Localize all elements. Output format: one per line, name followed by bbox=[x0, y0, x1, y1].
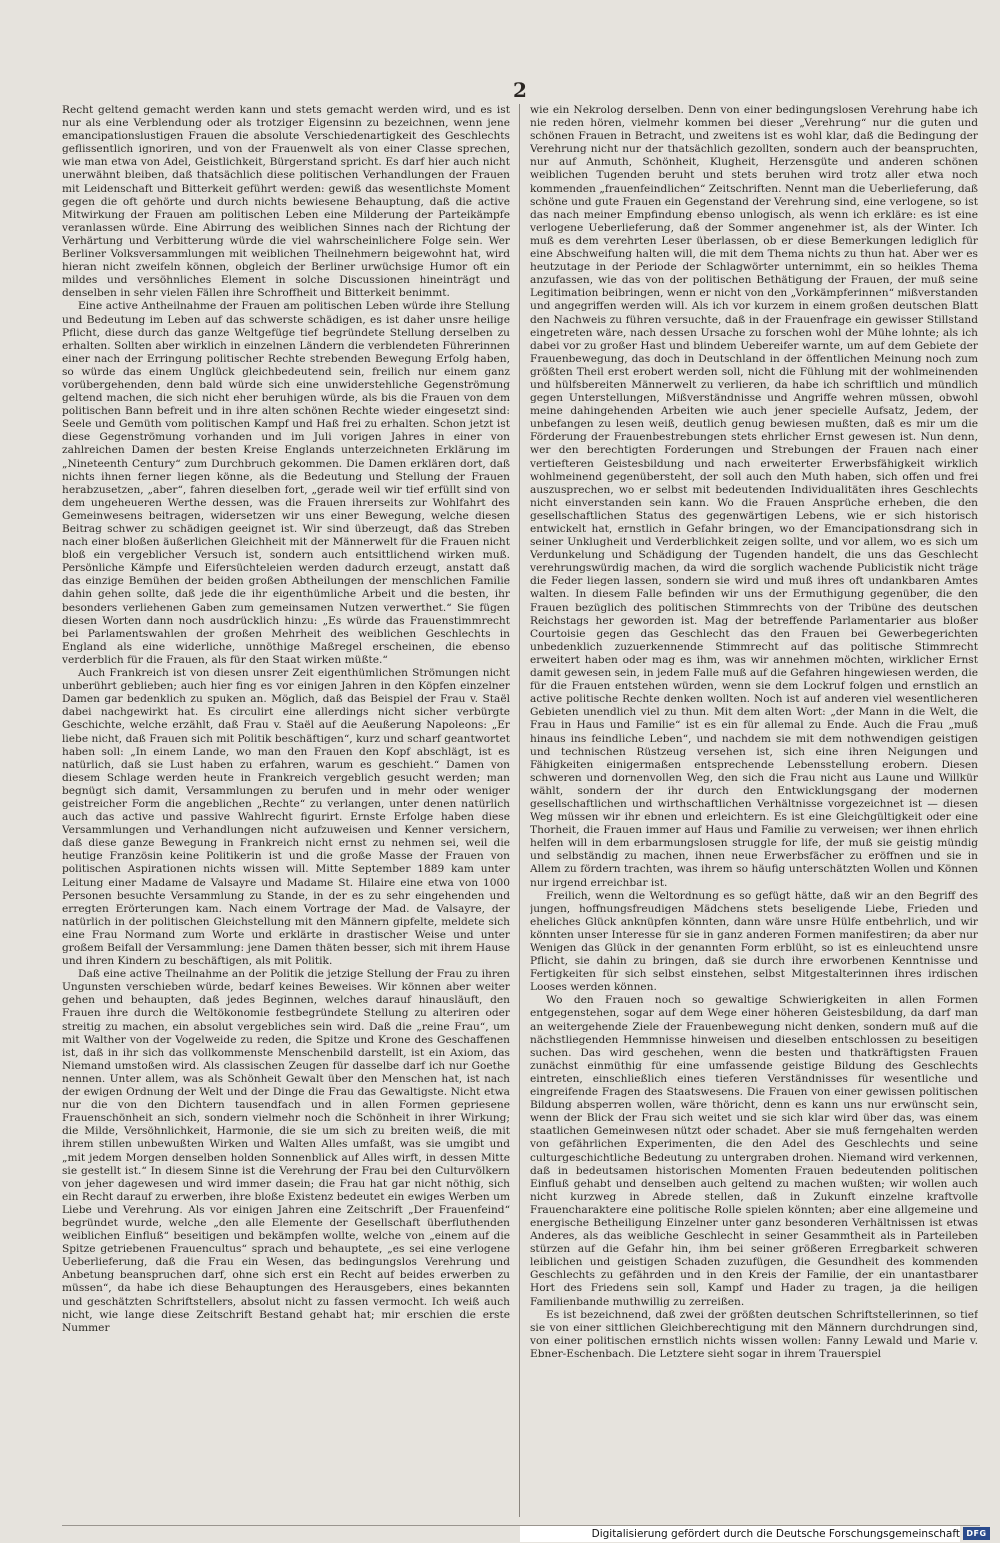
column-divider bbox=[519, 104, 520, 1517]
left-column bbox=[62, 104, 510, 1517]
left-paragraph-1: Recht geltend gemacht werden kann und stets gemacht werden wird, und es ist nur als eine Verblendung oder als trotziger Eigensinn zu bezeichnen, wenn jene emancipationslustigen Frauen die absolute Verschiedenartigkeit des Geschlechts geflissentlich ignoriren, und von der Frauenwelt als von einer Classe sprechen, wie man etwa von Adel, Geistlichkeit, Bürgerstand spricht. Es darf hier auch nicht unerwähnt bleiben, daß thatsächlich diese politischen Verhandlungen der Frauen mit Leidenschaft und Bitterkeit geführt werden: gewiß das wesentlichste Moment gegen die oft gehörte und durch nichts bewiesene Behauptung, daß die active Mitwirkung der Frauen am politischen Leben eine Milderung der Parteikämpfe veranlassen würde. Eine Abirrung des weiblichen Sinnes nach der Richtung der Verhärtung und Verbitterung würde die viel wahrscheinlichere Folge sein. Wer Berliner Volksversammlungen mit weiblichen Theilnehmern beigewohnt hat, wird hieran nicht zweifeln können, obgleich der Berliner urwüchsige Humor oft ein mildes und versöhnliches Element in solche Discussionen hineinträgt und denselben in sehr vielen Fällen ihre Schroffheit und Bitterkeit benimmt. bbox=[62, 104, 510, 300]
right-paragraph-4: Es ist bezeichnend, daß zwei der größten deutschen Schriftstellerinnen, so tief sie von einer sittlichen Gleichberechtigung mit den Männern durchdrungen sind, von einer politischen ernstlich nichts wissen wollen: Fanny Lewald und Marie v. Ebner-Eschenbach. Die Letztere sieht sogar in ihrem Trauerspiel bbox=[530, 1308, 978, 1360]
left-paragraph-2: Eine active Antheilnahme der Frauen am politischen Leben würde ihre Stellung und Bedeutung im Leben auf das schwerste schädigen, es ist daher unsre heilige Pflicht, diese durch das ganze Weltgefüge tief begründete Stellung derselben zu erhalten. Sollten aber wirklich in einzelnen Ländern die verblendeten Führerinnen einer nach der Erringung politischer Rechte strebenden Bewegung Erfolg haben, so würde das einem Unglück gleichbedeutend sein, freilich nur einem ganz vorübergehenden, denn bald würde sich eine unwiderstehliche Gegenströmung geltend machen, die sich nicht eher beruhigen würde, als bis die Frauen von dem politischen Bann befreit und in ihre alten schönen Rechte wieder eingesetzt sind: Seele und Gemüth vom politischen Kampf und Haß frei zu erhalten. Schon jetzt ist diese Gegenströmung vorhanden und im Juli vorigen Jahres in einer von zahlreichen Damen der besten Kreise Englands unterzeichneten Erklärung im „Nineteenth Century“ zum Durchbruch gekommen. Die Damen erklären dort, daß nichts ihnen ferner liegen könne, als die Bedeutung und Stellung der Frauen herabzusetzen, „aber“, fahren dieselben fort, „gerade weil wir tief erfüllt sind von dem ungeheueren Werthe dessen, was die Frauen ihrerseits zur Wohlfahrt des Gemeinwesens beitragen, widersetzen wir uns einer Bewegung, welche diesen Beitrag schwer zu schädigen geeignet ist. Wir sind überzeugt, daß das Streben nach einer bloßen äußerlichen Gleichheit mit der Männerwelt für die Frauen nicht bloß ein vergeblicher Versuch ist, sondern auch entsittlichend wirken muß. Persönliche Kämpfe und Eifersüchteleien werden dadurch erzeugt, anstatt daß das einzige Bemühen der beiden großen Abtheilungen der menschlichen Familie dahin gehen sollte, daß jede die ihr eigenthümliche Arbeit und die besten, ihr besonders verliehenen Gaben zum gemeinsamen Nutzen verwerthet.“ Sie fügen diesen Worten dann noch ausdrücklich hinzu: „Es würde das Frauenstimmrecht bei Parlamentswahlen der großen Mehrheit des weiblichen Geschlechts in England als eine widerliche, unnöthige Maßregel erscheinen, die ebenso verderblich für die Frauen, als für den Staat wirken müßte.“ bbox=[62, 300, 510, 666]
right-paragraph-3: Wo den Frauen noch so gewaltige Schwierigkeiten in allen Formen entgegenstehen, sogar auf dem Wege einer höheren Geistesbildung, da darf man an weitergehende Ziele der Frauenbewegung nicht denken, sondern muß auf die nächstliegenden Hemmnisse hinweisen und dieselben entschlossen zu beseitigen suchen. Das wird geschehen, wenn die besten und thatkräftigsten Frauen zunächst einmüthig für eine umfassende geistige Bildung des Geschlechts eintreten, einschließlich eines tieferen Verständnisses für wesentliche und eingreifende Fragen des Staatswesens. Die Frauen von einer gewissen politischen Bildung absperren wollen, wäre thöricht, denn es kann uns nur erwünscht sein, wenn der Blick der Frau sich weitet und sie sich klar wird über das, was einem staatlichen Gemeinwesen nützt oder schadet. Aber sie muß ferngehalten werden von gefährlichen Experimenten, die den Adel des Geschlechts und seine culturgeschichtliche Bedeutung zu untergraben drohen. Niemand wird verkennen, daß in bedeutsamen historischen Momenten Frauen bedeutenden politischen Einfluß gehabt und denselben auch geltend zu machen wußten; wir wollen auch nicht kurzweg in Abrede stellen, daß in Zukunft einzelne kraftvolle Frauencharaktere eine politische Rolle spielen könnten; aber eine allgemeine und energische Betheiligung Einzelner unter ganz besonderen Verhältnissen ist etwas Anderes, als das weibliche Geschlecht in seiner Gesammtheit als in Parteileben stürzen auf die Gefahr hin, ihm bei seiner größeren Erregbarkeit schweren leiblichen und geistigen Schaden zuzufügen, die Gesundheit des kommenden Geschlechts zu gefährden und in den Kreis der Familie, der ein unantastbarer Hort des Friedens sein soll, Kampf und Hader zu tragen, ja die heiligen Familienbande muthwillig zu zerreißen. bbox=[530, 994, 978, 1308]
right-paragraph-2: Freilich, wenn die Weltordnung es so gefügt hätte, daß wir an den Begriff des jungen, hoffnungsfreudigen Mädchens stets beseligende Liebe, Frieden und eheliches Glück anknüpfen könnten, dann wäre unsre Hülfe entbehrlich, und wir könnten unser Interesse für sie in ganz anderen Formen manifestiren; da aber nur Wenigen das Glück in der genannten Form erblüht, so ist es einleuchtend unsre Pflicht, sie dahin zu bringen, daß sie durch ihre erworbenen Kenntnisse und Fertigkeiten für sich selbst einstehen, selbst Mitgestalterinnen ihres irdischen Looses werden können. bbox=[530, 889, 978, 994]
page-number: 2 bbox=[513, 78, 527, 102]
right-column bbox=[530, 104, 978, 1517]
left-paragraph-4: Daß eine active Theilnahme an der Politik die jetzige Stellung der Frau zu ihren Ungunsten verschieben würde, bedarf keines Beweises. Wir können aber weiter gehen und behaupten, daß jedes Beginnen, welches darauf hinausläuft, den Frauen ihre durch die Weltökonomie festbegründete Stellung zu alteriren oder streitig zu machen, ein absolut vergebliches sein wird. Daß die „reine Frau“, um mit Walther von der Vogelweide zu reden, die Spitze und Krone des Geschaffenen ist, daß in ihr sich das vollkommenste Menschenbild darstellt, ist ein Axiom, das Niemand umstoßen wird. Als classischen Zeugen für dasselbe darf ich nur Goethe nennen. Unter allem, was als Schönheit Gewalt über den Menschen hat, ist nach der ewigen Ordnung der Welt und der Dinge die Frau das Gewaltigste. Nicht etwa nur die von den Dichtern tausendfach und in allen Formen gepriesene Frauenschönheit an sich, sondern vielmehr noch die Schönheit in ihrer Wirkung; die Milde, Versöhnlichkeit, Harmonie, die sie um sich zu breiten weiß, die mit ihrem stillen unbewußten Wirken und Walten Alles umfaßt, was sie umgibt und „mit jedem Morgen denselben holden Sonnenblick auf Alles wirft, in dessen Mitte sie gestellt ist.“ In diesem Sinne ist die Verehrung der Frau bei den Culturvölkern von jeher dagewesen und wird immer dasein; die Frau hat gar nicht nöthig, sich ein Recht darauf zu erwerben, ihre bloße Existenz bedeutet ein ewiges Werben um Liebe und Verehrung. Als vor einigen Jahren eine Zeitschrift „Der Frauenfeind“ begründet wurde, welche „den alle Elemente der Gesellschaft überfluthenden weiblichen Einfluß“ beseitigen und bekämpfen wollte, welche von „einem auf die Spitze getriebenen Frauencultus“ sprach und behauptete, „es sei eine verlogene Ueberlieferung, daß die Frau ein Wesen, das bedingungslos Verehrung und Anbetung beanspruchen darf, ohne sich erst ein Recht auf beides erwerben zu müssen“, da habe ich diese Behauptungen des Herausgebers, eines bekannten und geschätzten Schriftstellers, absolut nicht zu fassen vermocht. Ich weiß auch nicht, wie lange diese Zeitschrift Bestand gehabt hat; mir erschien die erste Nummer bbox=[62, 968, 510, 1334]
funding-notice: Digitalisierung gefördert durch die Deutsche Forschungsgemeinschaft bbox=[520, 1526, 960, 1542]
right-paragraph-1: wie ein Nekrolog derselben. Denn von einer bedingungslosen Verehrung habe ich nie reden hören, vielmehr kommen bei dieser „Verehrung“ nur die guten und schönen Frauen in Betracht, und zweitens ist es wohl klar, daß die Bedingung der Verehrung nicht nur der thatsächlich gezollten, sondern auch der beanspruchten, nur auf Anmuth, Schönheit, Klugheit, Herzensgüte und anderen schönen weiblichen Tugenden beruht und stets beruhen wird trotz aller etwa noch kommenden „frauenfeindlichen“ Zeitschriften. Nennt man die Ueberlieferung, daß schöne und gute Frauen ein Gegenstand der Verehrung sind, eine verlogene, so ist das nach meiner Empfindung ebenso unlogisch, als wenn ich erkläre: es ist eine verlogene Ueberlieferung, daß der Sommer angenehmer ist, als der Winter. Ich muß es dem verehrten Leser überlassen, ob er diese Bemerkungen lediglich für eine Abschweifung halten will, die mit dem Thema nichts zu thun hat. Aber wer es heutzutage in der Periode der Schlagwörter unternimmt, ein so heikles Thema anzufassen, wie das von der politischen Bethätigung der Frauen, der muß seine Legitimation beibringen, wenn er nicht von den „Vorkämpferinnen“ mißverstanden und angegriffen werden will. Als ich vor kurzem in einem großen deutschen Blatt den Nachweis zu führen versuchte, daß in der Frauenfrage ein gewisser Stillstand eingetreten wäre, nach dessen Ursache zu forschen wohl der Mühe lohnte; als ich dabei vor zu großer Hast und blindem Uebereifer warnte, um auf dem Gebiete der Frauenbewegung, das doch in Deutschland in der öffentlichen Meinung noch zum größten Theil erst erobert werden soll, nicht die Fühlung mit der wohlmeinenden und hülfsbereiten Männerwelt zu verlieren, da habe ich schriftlich und mündlich gegen Unterstellungen, Mißverständnisse und Angriffe wehren müssen, obwohl meine dahingehenden Arbeiten wie auch jener specielle Aufsatz, Jedem, der unbefangen zu lesen weiß, deutlich genug bewiesen mußten, daß es mir um die Förderung der Frauenbestrebungen stets ehrlicher Ernst gewesen ist. Nun denn, wer den berechtigten Forderungen und Strebungen der Frauen nach einer vertiefteren Geistesbildung und nach erweiterter Erwerbsfähigkeit wirklich wohlmeinend gegenübersteht, der soll auch den Muth haben, sich offen und frei auszusprechen, wo er selbst mit bedeutenden Individualitäten ihres Geschlechts nicht einverstanden sein kann. Wo die Frauen Ansprüche erheben, die den gesellschaftlichen Status des gegenwärtigen Lebens, wie er sich historisch entwickelt hat, ernstlich in Gefahr bringen, wo der Emancipationsdrang sich in seiner Unklugheit und Verderblichkeit zeigen sollte, und vor allem, wo es sich um Verdunkelung und Schädigung der Tugenden handelt, die uns das Geschlecht verehrungswürdig machen, da wird die sorglich wachende Publicistik nicht träge die Feder liegen lassen, sondern sie wird und muß ihres oft undankbaren Amtes walten. In diesem Falle befinden wir uns der Ermuthigung gegenüber, die den Frauen bezüglich des politischen Stimmrechts von der Tribüne des deutschen Reichstags her geworden ist. Mag der betreffende Parlamentarier aus bloßer Courtoisie gegen das Geschlecht das den Frauen bei Gewerbegerichten unbedenklich zuzuerkennende Stimmrecht auf das politische Stimmrecht erweitert haben oder mag es ihm, was wir annehmen möchten, wirklicher Ernst damit gewesen sein, in jedem Falle muß auf die Gefahren hingewiesen werden, die für die Frauen entstehen würden, wenn sie dem Lockruf folgen und ernstlich an active politische Rechte denken wollten. Noch ist auf anderen viel wesentlicheren Gebieten unendlich viel zu thun. Mit dem alten Wort: „der Mann in die Welt, die Frau in Haus und Familie“ ist es ein für allemal zu Ende. Auch die Frau „muß hinaus ins feindliche Leben“, und nachdem sie mit dem nothwendigen geistigen und technischen Rüstzeug versehen ist, sich eine ihren Neigungen und Fähigkeiten einigermaßen entsprechende Lebensstellung erobern. Diesen schweren und dornenvollen Weg, den sich die Frau nicht aus Laune und Willkür wählt, sondern der ihr durch den Entwicklungsgang der modernen gesellschaftlichen und wirthschaftlichen Verhältnisse vorgezeichnet ist — diesen Weg müssen wir ihr ebnen und erleichtern. Es ist eine Gleichgültigkeit oder eine Thorheit, die Frauen immer auf Haus und Familie zu verweisen; wer ihnen ehrlich helfen will in dem erbarmungslosen struggle for life, der muß sie geistig mündig und selbständig zu machen, ihnen neue Erwerbsfächer zu eröffnen und sie in Allem zu fördern trachten, was ihrem so häufig unterschätzten Wollen und Können nur irgend erreichbar ist. bbox=[530, 104, 978, 889]
dfg-logo-icon: DFG bbox=[963, 1527, 990, 1540]
left-paragraph-3: Auch Frankreich ist von diesen unsrer Zeit eigenthümlichen Strömungen nicht unberührt geblieben; auch hier fing es vor einigen Jahren in den Köpfen einzelner Damen gar bedenklich zu spuken an. Möglich, daß das Beispiel der Frau v. Staël dabei nachgewirkt hat. Es circulirt eine allerdings nicht sicher verbürgte Geschichte, welche erzählt, daß Frau v. Staël auf die Aeußerung Napoleons: „Er liebe nicht, daß Frauen sich mit Politik beschäftigen“, kurz und scharf geantwortet haben soll: „In einem Lande, wo man den Frauen den Kopf abschlägt, ist es natürlich, daß sie Lust haben zu erfahren, warum es geschieht.“ Damen von diesem Schlage werden heute in Frankreich vergeblich gesucht werden; man begnügt sich damit, Versammlungen zu berufen und in mehr oder weniger geistreicher Form die angeblichen „Rechte“ zu verlangen, unter denen natürlich auch das active und passive Wahlrecht figurirt. Ernste Erfolge haben diese Versammlungen und Verhandlungen nicht aufzuweisen und Kenner versichern, daß diese ganze Bewegung in Frankreich nicht ernst zu nehmen sei, weil die heutige Französin keine Politikerin ist und die große Masse der Frauen von politischen Aspirationen nichts wissen will. Mitte September 1889 kam unter Leitung einer Madame de Valsayre und Madame St. Hilaire eine etwa von 1000 Personen besuchte Versammlung zu Stande, in der es zu sehr eingehenden und erregten Erörterungen kam. Nach einem Vortrage der Mad. de Valsayre, der natürlich in der politischen Gleichstellung mit den Männern gipfelte, meldete sich eine Frau Normand zum Worte und erklärte in drastischer Weise und unter großem Beifall der Versammlung: jene Damen thäten besser, sich mit ihrem Hause und ihren Kindern zu beschäftigen, als mit Politik. bbox=[62, 667, 510, 968]
